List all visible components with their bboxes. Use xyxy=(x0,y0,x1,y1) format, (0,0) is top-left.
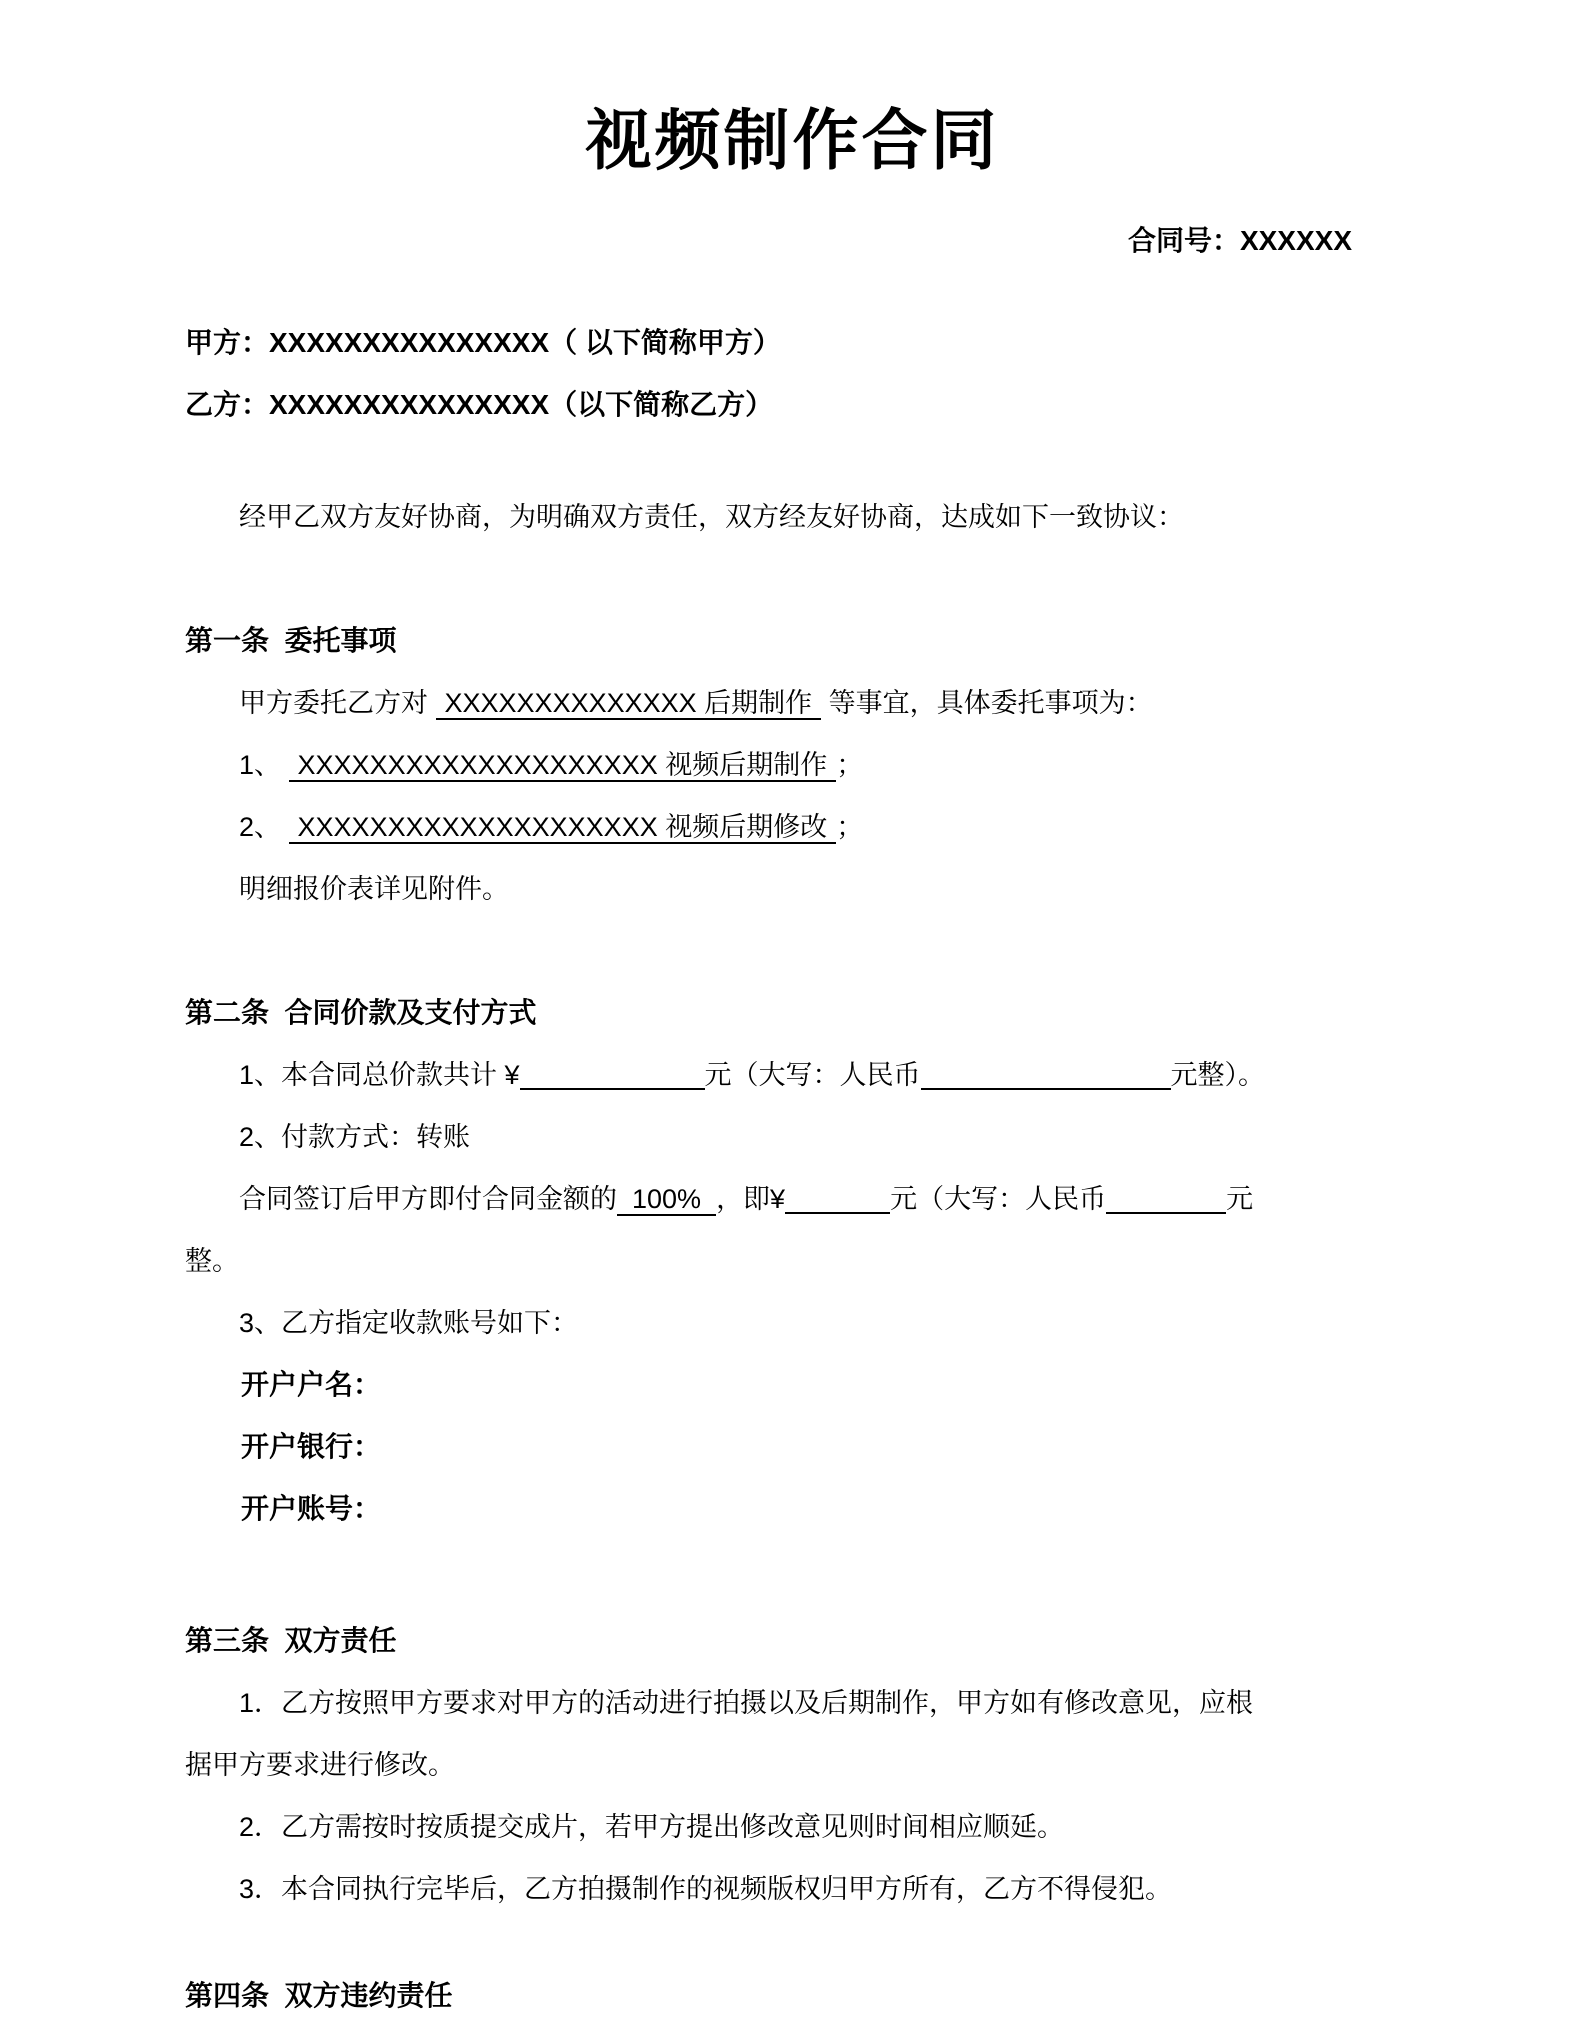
payment-percent-underlined: 100% xyxy=(617,1184,716,1216)
account-number-label: 开户账号： xyxy=(241,1493,382,1524)
payment-terms-line xyxy=(185,1168,1400,1230)
quotation-note: 明细报价表详见附件。 xyxy=(239,874,509,904)
section1-heading: 第一条 委托事项 xyxy=(185,625,397,656)
delegation-suffix: 等事宜，具体委托事项为： xyxy=(821,688,1153,718)
price-prefix: 1、本合同总价款共计 ¥ xyxy=(239,1060,520,1090)
price-mid: 元（大写：人民币 xyxy=(704,1060,921,1090)
payment-mid2: 元（大写：人民币 xyxy=(890,1184,1107,1214)
delegation-item-1 xyxy=(185,734,1400,796)
item1-number: 1、 xyxy=(239,750,289,780)
responsibility-item-1-line-1: 1．乙方按照甲方要求对甲方的活动进行拍摄以及后期制作，甲方如有修改意见，应根 xyxy=(239,1688,1254,1718)
section3-heading: 第三条 双方责任 xyxy=(185,1625,397,1656)
section4-heading: 第四条 双方违约责任 xyxy=(185,1980,453,2011)
delegation-line xyxy=(185,672,1400,734)
payment-mid1: ，即¥ xyxy=(716,1184,786,1214)
document-title: 视频制作合同 xyxy=(585,103,1000,177)
item1-suffix: ； xyxy=(836,750,864,780)
price-amount-blank xyxy=(520,1072,705,1090)
party-a-line: 甲方：XXXXXXXXXXXXXXX（ 以下简称甲方） xyxy=(185,327,781,358)
responsibility-item-3: 3．本合同执行完毕后，乙方拍摄制作的视频版权归甲方所有，乙方不得侵犯。 xyxy=(239,1874,1173,1904)
payment-amount-blank xyxy=(785,1196,890,1214)
price-amount-words-blank xyxy=(921,1072,1171,1090)
payment-method-line: 2、付款方式：转账 xyxy=(239,1122,471,1152)
account-intro-line: 3、乙方指定收款账号如下： xyxy=(239,1308,579,1338)
item2-suffix: ； xyxy=(836,812,864,842)
payment-prefix: 合同签订后甲方即付合同金额的 xyxy=(239,1184,617,1214)
section2-heading: 第二条 合同价款及支付方式 xyxy=(185,997,537,1028)
payment-amount-words-blank xyxy=(1106,1196,1226,1214)
account-bank-label: 开户银行： xyxy=(241,1431,382,1462)
total-price-line xyxy=(185,1044,1400,1106)
delegation-underlined-fill: XXXXXXXXXXXXXX 后期制作 xyxy=(436,688,822,720)
responsibility-item-2: 2．乙方需按时按质提交成片，若甲方提出修改意见则时间相应顺延。 xyxy=(239,1812,1065,1842)
price-suffix: 元整）。 xyxy=(1170,1060,1266,1090)
delegation-prefix: 甲方委托乙方对 xyxy=(239,688,436,718)
responsibility-item-1-line-2: 据甲方要求进行修改。 xyxy=(185,1750,455,1780)
item2-underlined-fill: XXXXXXXXXXXXXXXXXXXX 视频后期修改 xyxy=(289,812,837,844)
item1-underlined-fill: XXXXXXXXXXXXXXXXXXXX 视频后期制作 xyxy=(289,750,837,782)
payment-terms-wrap-line: 整。 xyxy=(185,1246,239,1276)
account-name-label: 开户户名： xyxy=(241,1369,382,1400)
intro-paragraph: 经甲乙双方友好协商，为明确双方责任，双方经友好协商，达成如下一致协议： xyxy=(239,502,1184,532)
item2-number: 2、 xyxy=(239,812,289,842)
delegation-item-2 xyxy=(185,796,1400,858)
contract-number: 合同号：XXXXXX xyxy=(1127,225,1352,256)
payment-suffix: 元 xyxy=(1226,1184,1254,1214)
party-b-line: 乙方：XXXXXXXXXXXXXXX（以下简称乙方） xyxy=(185,389,774,420)
